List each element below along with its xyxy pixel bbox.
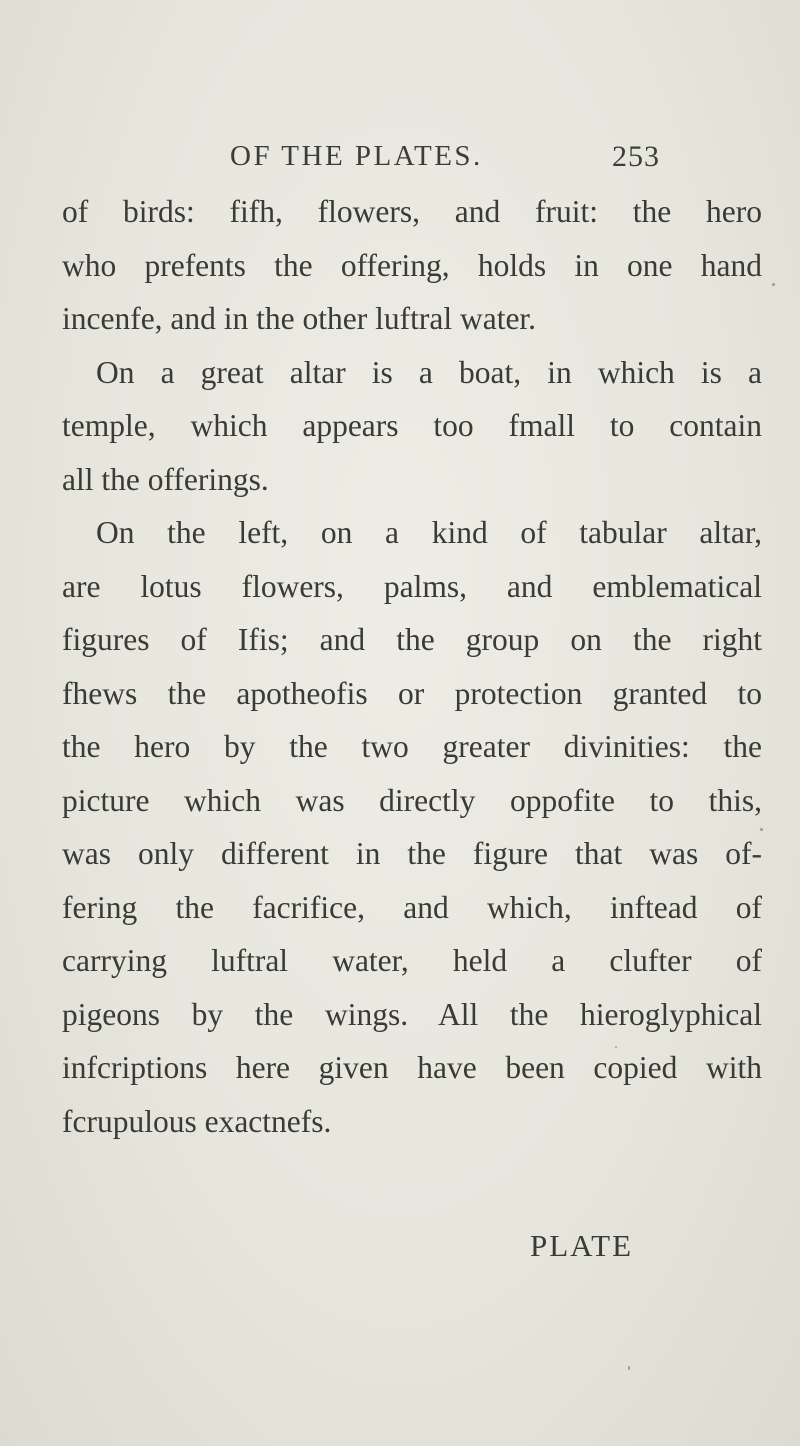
text-line: who prefents the offering, holds in one hand — [62, 247, 762, 283]
paper-speck — [772, 283, 775, 286]
text-line: of birds: fifh, flowers, and fruit: the hero — [62, 194, 762, 229]
text-line: infcriptions here given have been copied with — [62, 1050, 762, 1085]
text-line: all the offerings. — [62, 461, 269, 497]
text-line: incenfe, and in the other luftral water. — [62, 301, 537, 336]
text-line: picture which was directly oppofite to this, — [62, 782, 762, 818]
page-number: 253 — [612, 140, 660, 173]
running-head: OF THE PLATES. — [230, 140, 483, 172]
text-line: fering the facrifice, and which, inftead of — [62, 889, 762, 925]
paper-speck — [615, 1046, 617, 1048]
text-line: figures of Ifis; and the group on the right — [62, 622, 762, 657]
paper-speck — [628, 1366, 630, 1370]
text-line: carrying luftral water, held a clufter of — [62, 943, 762, 978]
text-line: temple, which appears too fmall to contain — [62, 408, 762, 443]
paper-speck — [760, 828, 763, 831]
paragraph-start-line: On the left, on a kind of tabular altar, — [96, 515, 762, 550]
text-line: fhews the apotheofis or protection granted to — [62, 675, 762, 711]
body-text — [62, 185, 762, 1148]
text-line: the hero by the two greater divinities: the — [62, 729, 762, 764]
text-line: pigeons by the wings. All the hieroglyphical — [62, 996, 762, 1032]
catchword: PLATE — [530, 1228, 633, 1263]
paragraph-start-line: On a great altar is a boat, in which is a — [96, 354, 762, 390]
text-line: fcrupulous exactnefs. — [62, 1103, 332, 1139]
text-line: was only different in the figure that was of- — [62, 836, 762, 871]
text-line: are lotus flowers, palms, and emblematical — [62, 568, 762, 604]
page-header — [230, 140, 660, 180]
